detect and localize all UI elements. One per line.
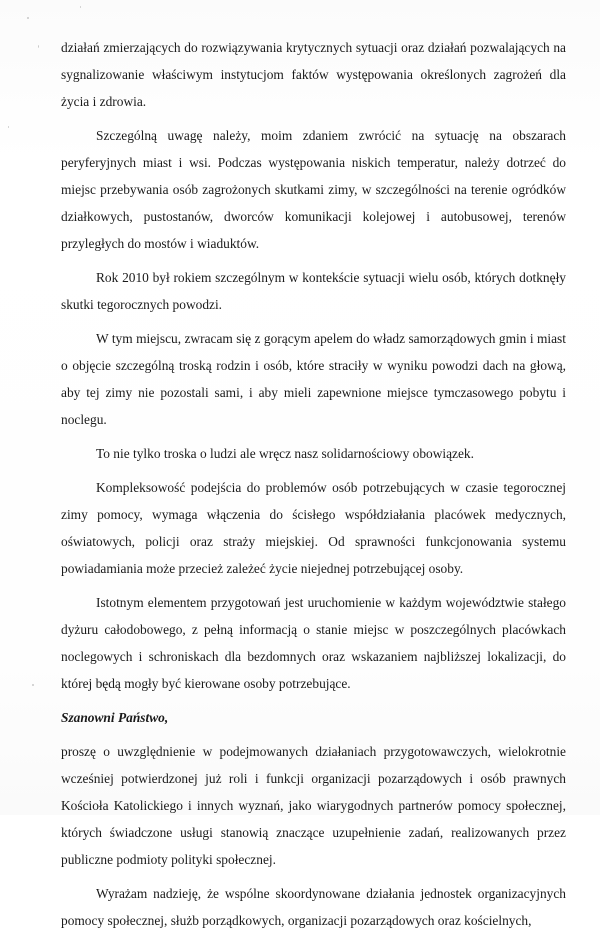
paragraph-continuation: działań zmierzających do rozwiązywania krytycznych sytuacji oraz działań pozwalających na sygnalizowanie właściwym instytucjom faktów występowania określonych zagrożeń dla życia i zdrowia.: [61, 40, 566, 109]
paragraph-24h-duty: Istotnym elementem przygotowań jest uruchomienie w każdym województwie stałego dyżuru całodobowego, z pełną informacją o stanie miejsc w poszczególnych placówkach noclegowych i schroniskach dla bezdomnych oraz wskazaniem najbliższej lokalizacji, do której będą mogły być kierowane osoby potrzebujące.: [61, 595, 566, 691]
paragraph-appeal: W tym miejscu, zwracam się z gorącym apelem do władz samorządowych gmin i miast o objęcie szczególną troską rodzin i osób, które straciły w wyniku powodzi dach na głową, aby tej zimy nie pozostali sami, i aby mieli zapewnione miejsce tymczasowego pobytu i noclegu.: [61, 331, 566, 427]
paragraph-request: proszę o uwzględnienie w podejmowanych działaniach przygotowawczych, wielokrotnie wcześniej potwierdzonej już roli i funkcji organizacji pozarządowych i osób prawnych Kościoła Katolickiego i innych wyznań, jako wiarygodnych partnerów pomocy społecznej, których świadczone usługi stanowią znaczące uzupełnienie zadań, realizowanych przez publiczne podmioty polityki społecznej.: [61, 744, 566, 867]
scan-speck: [32, 684, 34, 686]
paragraph-comprehensive-approach: Kompleksowość podejścia do problemów osób potrzebujących w czasie tegorocznej zimy pomocy, wymaga włączenia do ścisłego współdziałania placówek medycznych, oświatowych, policji oraz straży miejskiej. Od sprawności funkcjonowania systemu powiadamiania może przecież zależeć życie niejednej potrzebującej osoby.: [61, 480, 566, 576]
paragraph-solidarity: To nie tylko troska o ludzi ale wręcz nasz solidarnościowy obowiązek.: [96, 446, 474, 461]
scan-speck: [27, 17, 29, 19]
paragraph-year-2010: Rok 2010 był rokiem szczególnym w kontekście sytuacji wielu osób, których dotknęły skutki tegorocznych powodzi.: [61, 270, 566, 312]
paragraph-peripheral-areas: Szczególną uwagę należy, moim zdaniem zwrócić na sytuację na obszarach peryferyjnych miast i wsi. Podczas występowania niskich temperatur, należy dotrzeć do miejsc przebywania osób zagrożonych skutkami zimy, w szczególności na terenie ogródków działkowych, pustostanów, dworców komunikacji kolejowej i autobusowej, terenów przyległych do mostów i wiaduktów.: [61, 128, 566, 251]
scan-speck: [38, 45, 39, 48]
document-body: [61, 34, 566, 934]
scan-speck: [8, 126, 9, 128]
salutation: Szanowni Państwo,: [61, 710, 169, 725]
scan-speck: [80, 6, 81, 8]
paragraph-hope: Wyrażam nadzieję, że wspólne skoordynowane działania jednostek organizacyjnych pomocy społecznej, służb porządkowych, organizacji pozarządowych oraz kościelnych,: [61, 886, 566, 928]
